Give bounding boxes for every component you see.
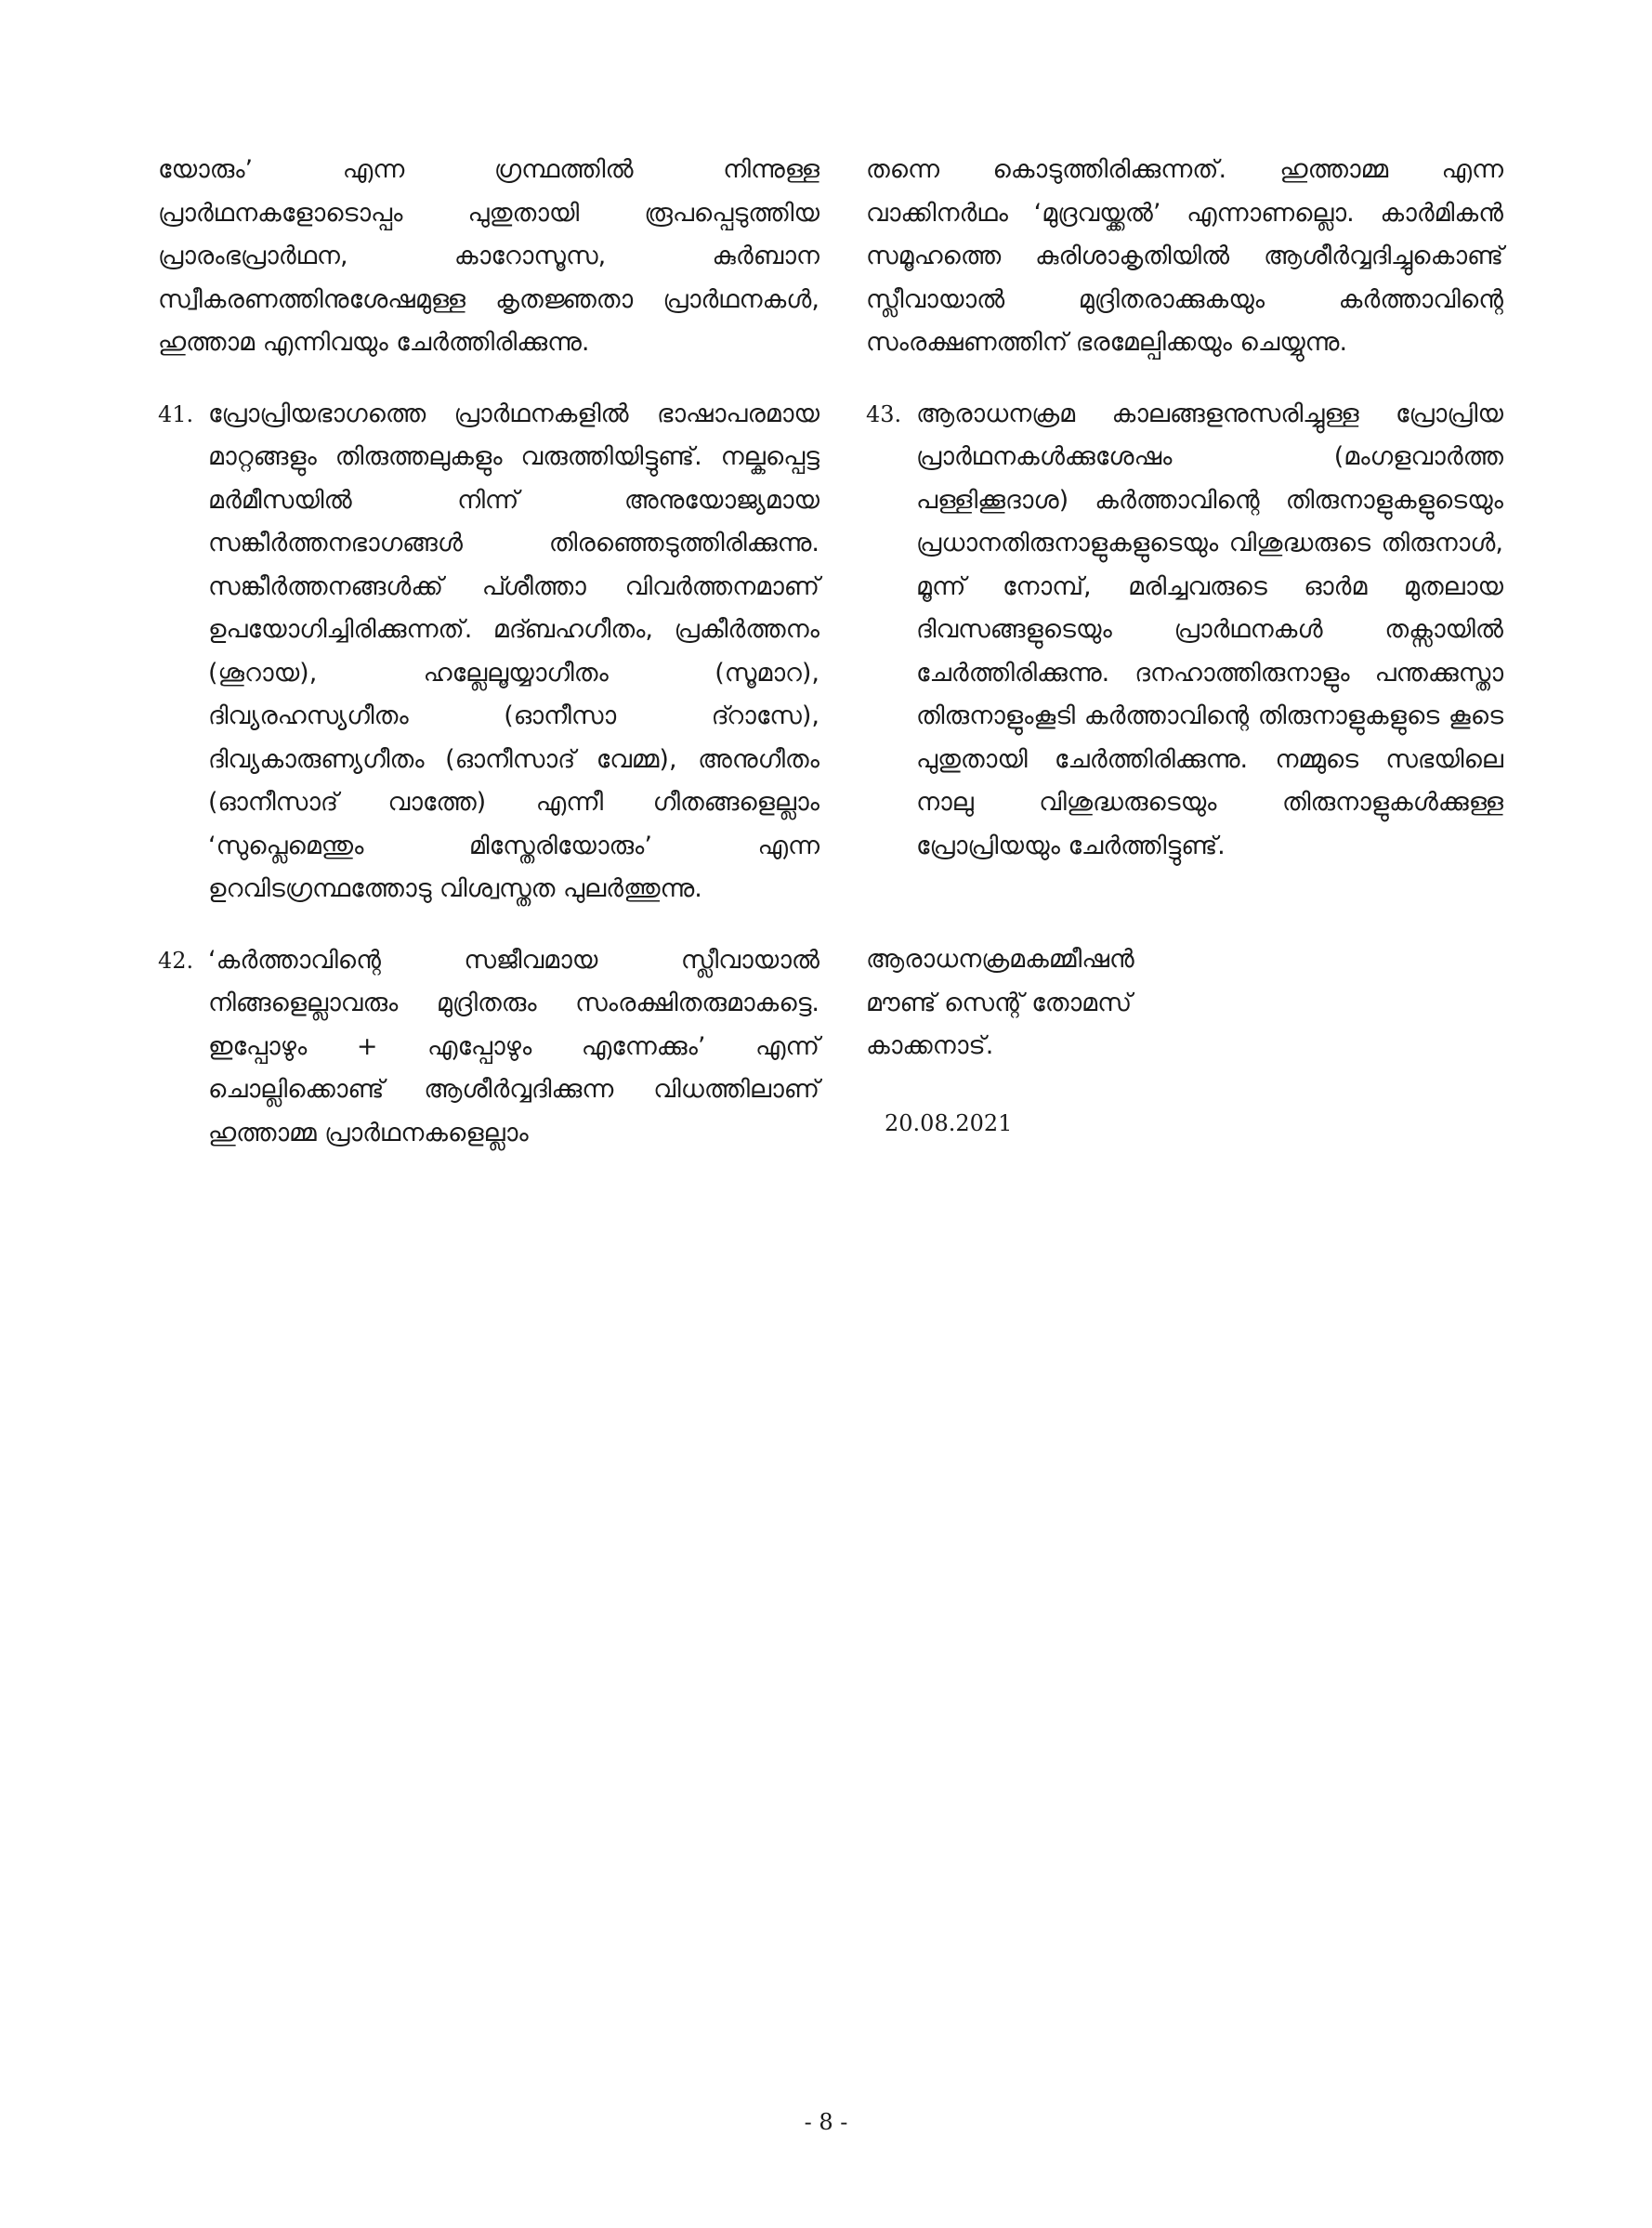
document-date: 20.08.2021 xyxy=(885,1110,1013,1136)
paragraph-text: ‘കർത്താവിന്റെ സജീവമായ സ്ലീവായാൽ നിങ്ങളെല്ലാവരും മുദ്രിതരും സംരക്ഷിതരുമാകട്ടെ. ഇപ്പോഴും + എപ്പോഴും എന്നേക്കും’ എന്ന് ചൊല്ലിക്കൊണ്ട് ആശീർവ്വദിക്കുന്ന വിധത്തിലാണ് ഹുത്താമ്മ പ്രാർഥനകളെല്ലാം xyxy=(208,945,819,1147)
paragraph-43 xyxy=(866,393,1503,869)
intro-paragraph: യോരും’ എന്ന ഗ്രന്ഥത്തിൽ നിന്നുള്ള പ്രാർഥനകളോടൊപ്പം പുതുതായി രൂപപ്പെടുത്തിയ പ്രാരംഭപ്രാർഥന, കാറോസൂസ, കുർബാന സ്വീകരണത്തിനുശേഷമുള്ള കൃതജ്ഞതാ പ്രാർഥനകൾ, ഹുത്താമ എന്നിവയും ചേർത്തിരിക്കുന്നു. xyxy=(158,155,819,357)
signature-line: കാക്കനാട്. xyxy=(866,1031,994,1060)
paragraph-text: ആരാധനക്രമ കാലങ്ങളനുസരിച്ചുള്ള പ്രോപ്രിയ പ്രാർഥനകൾക്കുശേഷം (മംഗളവാർത്ത പള്ളിക്കൂദാശ) കർത്താവിന്റെ തിരുനാളുകളുടെയും പ്രധാനതിരുനാളുകളുടെയും വിശുദ്ധരുടെ തിരുനാൾ, മൂന്ന് നോമ്പ്, മരിച്ചവരുടെ ഓർമ മുതലായ ദിവസങ്ങളുടെയും പ്രാർഥനകൾ തക്സായിൽ ചേർത്തിരിക്കുന്നു. ദനഹാത്തിരുനാളും പന്തക്കുസ്താ തിരുനാളുംകൂടി കർത്താവിന്റെ തിരുനാളുകളുടെ കൂടെ പുതുതായി ചേർത്തിരിക്കുന്നു. നമ്മുടെ സഭയിലെ നാലു വിശുദ്ധരുടെയും തിരുനാളുകൾക്കുള്ള പ്രോപ്രിയയും ചേർത്തിട്ടുണ്ട്. xyxy=(916,399,1503,860)
paragraph-text: പ്രോപ്രിയഭാഗത്തെ പ്രാർഥനകളിൽ ഭാഷാപരമായ മാറ്റങ്ങളും തിരുത്തലുകളും വരുത്തിയിട്ടുണ്ട്. നല്കപ്പെട്ട മർമീസയിൽ നിന്ന് അനുയോജ്യമായ സങ്കീർത്തനഭാഗങ്ങൾ തിരഞ്ഞെടുത്തിരിക്കുന്നു. സങ്കീർത്തനങ്ങൾക്ക് പ്ശീത്താ വിവർത്തനമാണ് ഉപയോഗിച്ചിരിക്കുന്നത്. മദ്ബഹഗീതം, പ്രകീർത്തനം (ശൂറായ), ഹല്ലേലൂയ്യാഗീതം (സൂമാറ), ദിവ്യരഹസ്യഗീതം (ഓനീസാ ദ്റാസേ), ദിവ്യകാരുണ്യഗീതം (ഓനീസാദ് വേമ്മ), അനുഗീതം (ഓനീസാദ് വാത്തേ) എന്നീ ഗീതങ്ങളെല്ലാം ‘സുപ്ലെമെന്തും മിസ്തേരിയോരും’ എന്ന ഉറവിടഗ്രന്ഥത്തോടു വിശ്വസ്തത പുലർത്തുന്നു. xyxy=(208,399,819,903)
signature-line: മൗണ്ട് സെന്റ് തോമസ് xyxy=(866,988,1133,1017)
right-column xyxy=(866,149,1503,896)
paragraph-number: 43. xyxy=(866,400,902,427)
continuation-paragraph: തന്നെ കൊടുത്തിരിക്കുന്നത്. ഹുത്താമ്മ എന്ന വാക്കിനർഥം ‘മുദ്രവയ്ക്കൽ’ എന്നാണല്ലൊ. കാർമികൻ സമൂഹത്തെ കുരിശാകൃതിയിൽ ആശീർവ്വദിച്ചുകൊണ്ട് സ്ലീവായാൽ മുദ്രിതരാക്കുകയും കർത്താവിന്റെ സംരക്ഷണത്തിന് ഭരമേല്പിക്കയും ചെയ്യുന്നു. xyxy=(866,155,1503,357)
signature-line: ആരാധനക്രമകമ്മീഷൻ xyxy=(866,945,1134,974)
paragraph-41 xyxy=(158,393,819,911)
paragraph-number: 41. xyxy=(158,400,194,427)
page-number: - 8 - xyxy=(804,2109,848,2135)
paragraph-number: 42. xyxy=(158,947,194,974)
left-column xyxy=(158,149,819,1183)
signature-block xyxy=(866,938,1503,1068)
paragraph-42 xyxy=(158,939,819,1156)
